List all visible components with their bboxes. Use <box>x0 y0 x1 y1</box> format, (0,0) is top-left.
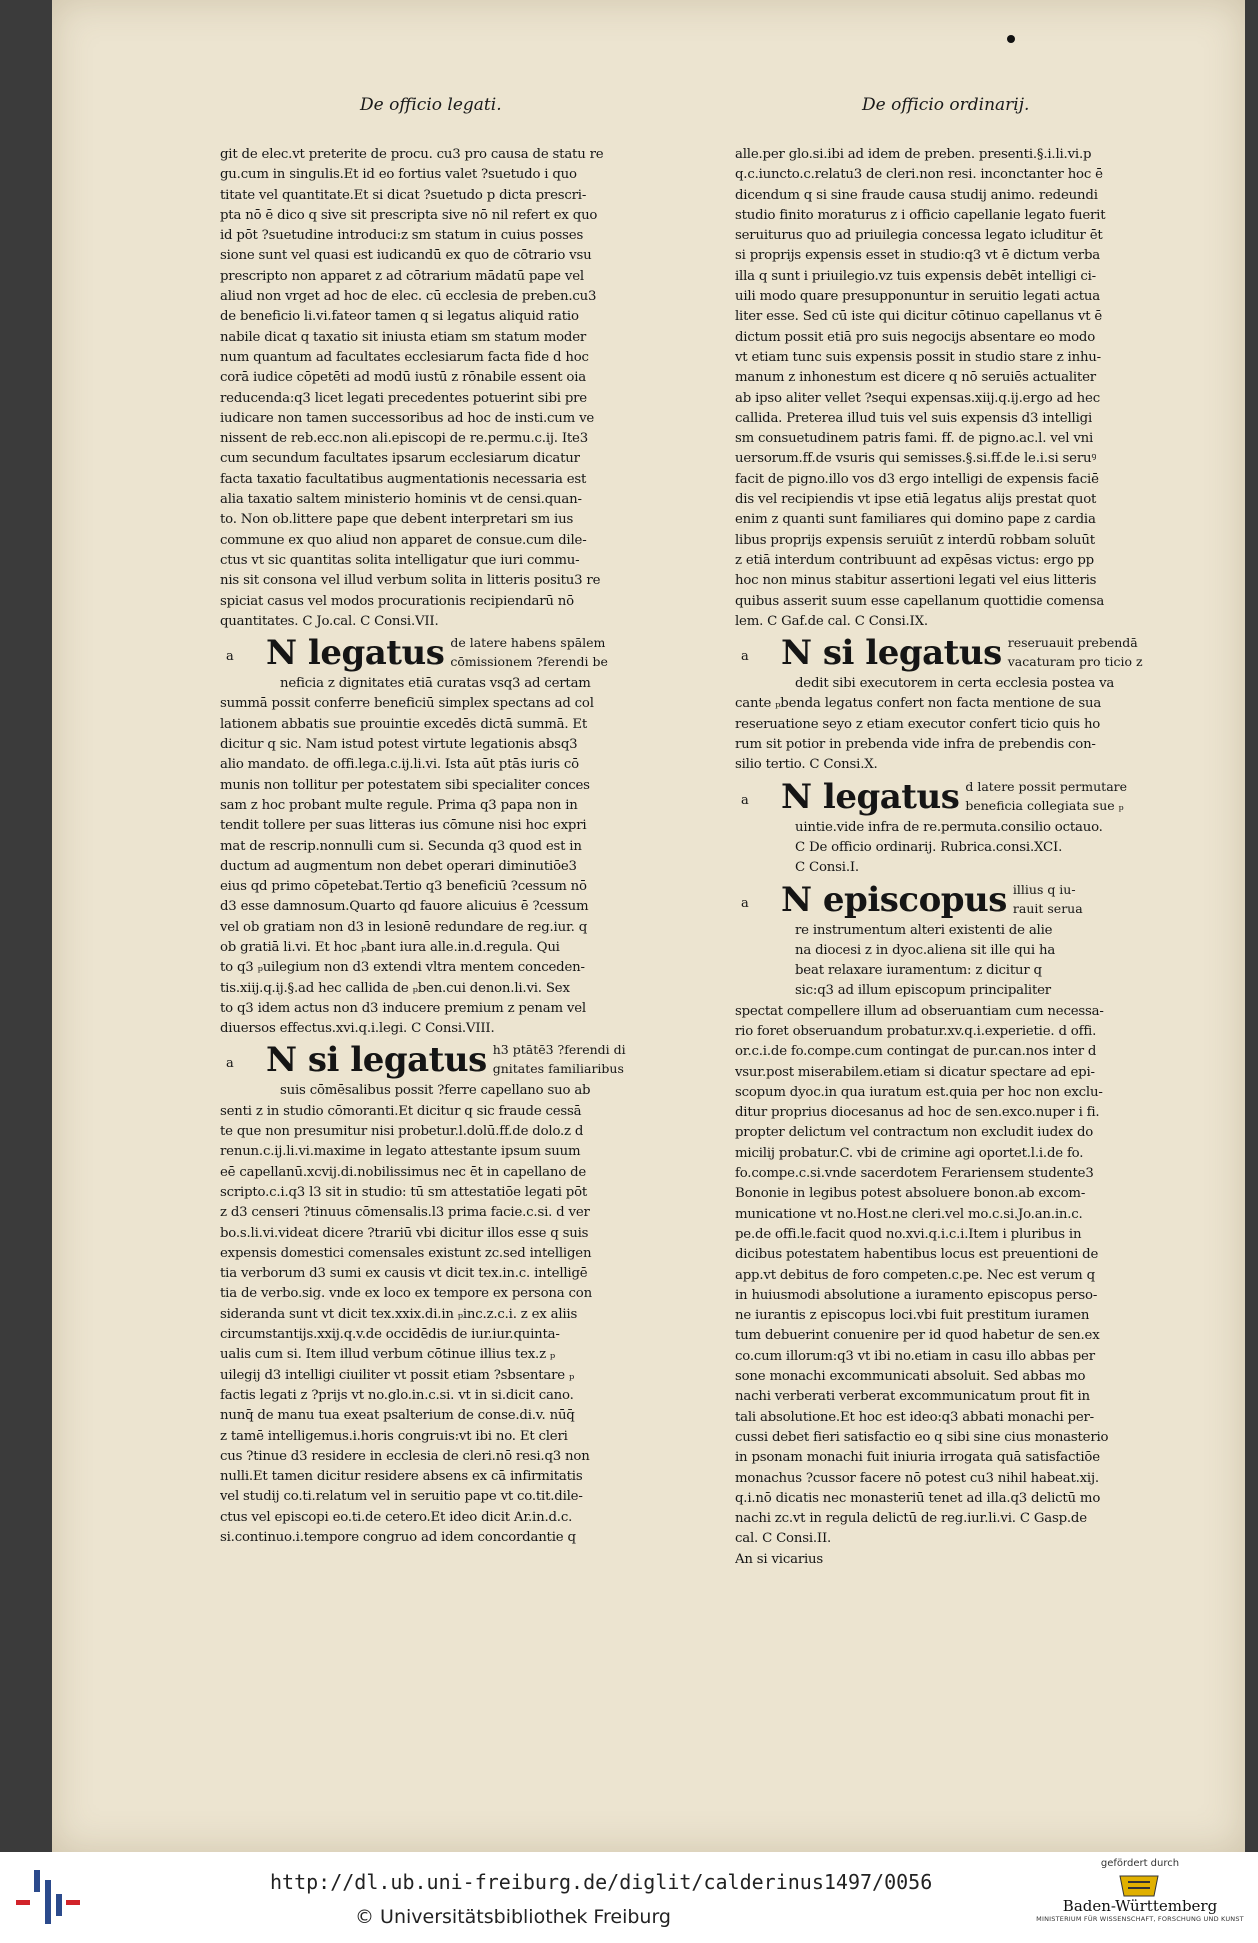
text-line: alle.per glo.si.ibi ad idem de preben. presenti.§.i.li.vi.p <box>735 147 1092 162</box>
text-line: si proprijs expensis esset in studio:q3 vt ē dictum verba <box>735 248 1100 264</box>
heading-side-text <box>493 1040 626 1078</box>
heading-side-line: gnitates familiaribus <box>492 1061 624 1077</box>
text-line: C Consi.I. <box>795 860 859 876</box>
heading-side-line: vacaturam pro ticio z <box>1007 654 1143 670</box>
text-line: de beneficio li.vi.fateor tamen q si legatus aliquid ratio <box>220 309 579 325</box>
text-line: facit de pigno.illo vos d3 ergo intelligi de expensis faciē <box>735 471 1099 487</box>
text-line: dicibus potestatem habentibus locus est preuentioni de <box>735 1247 1099 1263</box>
text-line: gu.cum in singulis.Et id eo fortius valet ?suetudo i quo <box>220 167 577 183</box>
text-line: nulli.Et tamen dicitur residere absens ex cā infirmitatis <box>220 1469 583 1485</box>
text-line: vsur.post miserabilem.etiam si dicatur spectare ad epi- <box>735 1064 1095 1080</box>
text-line: senti z in studio cōmoranti.Et dicitur q sic fraude cessā <box>220 1103 582 1119</box>
text-line: nissent de reb.ecc.non ali.episcopi de re.permu.c.ij. Ite3 <box>220 431 588 447</box>
text-line: dicitur q sic. Nam istud potest virtute legationis absq3 <box>220 737 578 753</box>
text-line: expensis domestici comensales existunt zc.sed intelligen <box>220 1245 592 1261</box>
margin-letter: a <box>741 895 749 911</box>
heading-side-line: rauit serua <box>1012 900 1083 916</box>
text-line: sione sunt vel quasi est iudicandū ex quo de cōtrario vsu <box>220 248 592 264</box>
heading-initial-words: N legatus <box>781 776 960 817</box>
text-line: or.c.i.de fo.compe.cum contingat de pur.can.nos inter d <box>735 1044 1097 1060</box>
text-line: d3 esse damnosum.Quarto qd fauore alicuius ē ?cessum <box>220 899 589 915</box>
text-line: tum debuerint conuenire per id quod habetur de sen.ex <box>735 1328 1100 1344</box>
text-line: callida. Preterea illud tuis vel suis expensis d3 intelligi <box>735 410 1093 426</box>
text-line: alio mandato. de offi.lega.c.ij.li.vi. Ista aūt ptās iuris cō <box>220 757 579 773</box>
text-line: liter esse. Sed cū iste qui dicitur cōtinuo capellanus vt ē <box>735 309 1103 325</box>
text-line: iudicare non tamen successoribus ad hoc de insti.cum ve <box>220 410 595 426</box>
text-line: z d3 censeri ?tinuus cōmensalis.l3 prima facie.c.si. d ver <box>220 1205 590 1221</box>
text-line: tali absolutione.Et hoc est ideo:q3 abbati monachi per- <box>735 1409 1094 1425</box>
text-line: app.vt debitus de foro competen.c.pe. Nec est verum q <box>735 1267 1095 1283</box>
consilium-heading <box>735 777 1165 817</box>
text-line: enim z quanti sunt familiares qui domino pape z cardia <box>735 512 1096 528</box>
ub-freiburg-logo-icon <box>14 1866 84 1930</box>
heading-initial-words: N si legatus <box>266 1040 487 1081</box>
state-name: Baden-Württemberg <box>1062 1897 1218 1915</box>
heading-side-text <box>450 633 608 671</box>
text-line: co.cum illorum:q3 vt ibi no.etiam in casu illo abbas per <box>735 1348 1095 1364</box>
text-line: pta nō ē dico q sive sit prescripta sive nō nil refert ex quo <box>220 207 598 223</box>
text-line: scopum dyoc.in qua iuratum est.quia per hoc non exclu- <box>735 1084 1103 1100</box>
heading-side-text <box>1008 633 1143 671</box>
margin-letter: a <box>741 792 749 808</box>
text-line: ne iurantis z episcopus loci.vbi fuit prestitum iuramen <box>735 1308 1090 1324</box>
text-line: titate vel quantitate.Et si dicat ?suetudo p dicta prescri- <box>220 187 587 203</box>
heading-side-text <box>965 777 1127 815</box>
text-line: lem. C Gaf.de cal. C Consi.IX. <box>735 613 928 629</box>
text-line: fo.compe.c.si.vnde sacerdotem Ferariensem studente3 <box>735 1166 1094 1182</box>
margin-letter: a <box>226 649 234 665</box>
text-line: dicendum q si sine fraude causa studij animo. redeundi <box>735 187 1098 203</box>
text-line: nunq̄ de manu tua exeat psalterium de conse.di.v. nūq̄ <box>220 1408 575 1424</box>
text-line: num quantum ad facultates ecclesiarum facta fide d hoc <box>220 349 589 365</box>
text-line: ctus vt sic quantitas solita intelligatur que iuri commu- <box>220 552 580 568</box>
text-line: hoc non minus stabitur assertioni legati vel eius litteris <box>735 573 1097 589</box>
text-line: micilij probatur.C. vbi de crimine agi oportet.l.i.de fo. <box>735 1145 1084 1161</box>
text-line: bo.s.li.vi.videat dicere ?trariū vbi dicitur illos esse q suis <box>220 1225 589 1241</box>
heading-side-line: reseruauit prebendā <box>1007 635 1138 651</box>
text-line: eius qd primo cōpetebat.Tertio q3 beneficiū ?cessum nō <box>220 879 587 895</box>
text-line: rio foret obseruandum probatur.xv.q.i.experietie. d offi. <box>735 1023 1097 1039</box>
text-line: to. Non ob.littere pape que debent interpretari sm ius <box>220 512 574 528</box>
text-line: cal. C Consi.II. <box>735 1531 832 1547</box>
text-line: Bononie in legibus potest absoluere bonon.ab excom- <box>735 1186 1086 1202</box>
text-line: cum secundum facultates ipsarum ecclesiarum dicatur <box>220 451 580 467</box>
text-line: monachus ?cussor facere nō potest cu3 nihil habeat.xij. <box>735 1470 1099 1486</box>
text-line: beat relaxare iuramentum: z dicitur q <box>795 963 1042 979</box>
text-line: renun.c.ij.li.vi.maxime in legato attestante ipsum suum <box>220 1144 581 1160</box>
text-line: libus proprijs expensis seruiūt z interdū robbam soluūt <box>735 532 1095 548</box>
funding-badge <box>1030 1858 1250 1940</box>
text-line: reducenda:q3 licet legati precedentes potuerint sibi pre <box>220 390 587 406</box>
text-line: nachi zc.vt in regula delictū de reg.iur.li.vi. C Gasp.de <box>735 1511 1087 1527</box>
text-line: uintie.vide infra de re.permuta.consilio octauo. <box>795 819 1103 835</box>
text-line: sone monachi excommunicati absoluit. Sed abbas mo <box>735 1369 1086 1385</box>
right-running-header: De officio ordinarij. <box>862 95 1030 115</box>
text-line: An si vicarius <box>735 1551 824 1567</box>
text-line: na diocesi z in dyoc.aliena sit ille qui ha <box>795 942 1056 958</box>
text-line: munis non tollitur per potestatem sibi specialiter conces <box>220 777 590 793</box>
heading-side-line: d latere possit permutare <box>965 778 1128 794</box>
text-line: uersorum.ff.de vsuris qui semisses.§.si.ff.de le.i.si seruꝰ <box>735 451 1097 467</box>
heading-side-text <box>1013 880 1083 918</box>
text-line: corā iudice cōpetēti ad modū iustū z rōnabile essent oia <box>220 370 587 386</box>
text-line: prescripto non apparet z ad cōtrarium mādatū pape vel <box>220 268 584 284</box>
bw-crest-icon <box>1116 1872 1162 1900</box>
text-line: spectat compellere illum ad obseruantiam cum necessa- <box>735 1003 1104 1019</box>
text-line: ctus vel episcopi eo.ti.de cetero.Et ideo dicit Ar.in.d.c. <box>220 1509 573 1525</box>
margin-letter: a <box>741 649 749 665</box>
text-line: sm consuetudinem patris fami. ff. de pigno.ac.l. vel vni <box>735 431 1094 447</box>
text-line: lationem abbatis sue prouintie excedēs dictā summā. Et <box>220 716 588 732</box>
text-line: tia de verbo.sig. vnde ex loco ex tempore ex persona con <box>220 1286 592 1302</box>
text-line: facta taxatio facultatibus augmentationis necessaria est <box>220 471 587 487</box>
text-line: z tamē intelligemus.i.horis congruis:vt ibi no. Et cleri <box>220 1428 568 1444</box>
text-line: re instrumentum alteri existenti de alie <box>795 922 1053 938</box>
text-line: in huiusmodi absolutione a iuramento episcopus perso- <box>735 1287 1098 1303</box>
text-line: dis vel recipiendis vt ipse etiā legatus alijs prestat quot <box>735 492 1097 508</box>
heading-side-line: cōmissionem ?ferendi be <box>450 654 608 670</box>
text-line: rum sit potior in prebenda vide infra de prebendis con- <box>735 737 1096 753</box>
text-line: diuersos effectus.xvi.q.i.legi. C Consi.VIII. <box>220 1021 495 1037</box>
text-line: dictum possit etiā pro suis negocijs absentare eo modo <box>735 329 1096 345</box>
text-line: seruiturus quo ad priuilegia concessa legato icluditur ēt <box>735 228 1103 244</box>
text-line: cante ₚbenda legatus confert non facta mentione de sua <box>735 696 1102 712</box>
text-line: quantitates. C Jo.cal. C Consi.VII. <box>220 613 439 629</box>
consilium-heading <box>220 1040 650 1080</box>
footer-bar <box>0 1852 1258 1943</box>
text-line: uilegij d3 intelligi ciuiliter vt possit etiam ?sbsentare ₚ <box>220 1367 575 1383</box>
text-line: z etiā interdum contribuunt ad expēsas victus: ergo pp <box>735 552 1094 568</box>
text-line: ualis cum si. Item illud verbum cōtinue illius tex.z ₚ <box>220 1347 556 1363</box>
text-line: sic:q3 ad illum episcopum principaliter <box>795 983 1051 999</box>
text-line: tis.xiij.q.ij.§.ad hec callida de ₚben.cui denon.li.vi. Sex <box>220 980 570 996</box>
text-line: to q3 ₚuilegium non d3 extendi vltra mentem conceden- <box>220 960 585 976</box>
text-line: propter delictum vel contractum non excludit iudex do <box>735 1125 1094 1141</box>
text-line: illa q sunt i priuilegio.vz tuis expensis debēt intelligi ci- <box>735 268 1096 284</box>
heading-side-line: de latere habens spālem <box>450 635 606 651</box>
text-line: si.continuo.i.tempore congruo ad idem concordantie q <box>220 1530 576 1545</box>
text-line: suis cōmēsalibus possit ?ferre capellano suo ab <box>280 1083 591 1099</box>
text-line: ab ipso aliter vellet ?sequi expensas.xiij.q.ij.ergo ad hec <box>735 390 1100 406</box>
text-line: eē capellanū.xcvij.di.nobilissimus nec ēt in capellano de <box>220 1164 587 1180</box>
left-running-header: De officio legati. <box>360 95 502 115</box>
text-line: nabile dicat q taxatio sit iniusta etiam sm statum moder <box>220 329 587 345</box>
text-line: vt etiam tunc suis expensis possit in studio stare z inhu- <box>735 349 1101 365</box>
text-line: ductum ad augmentum non debet operari diminutiōe3 <box>220 858 577 874</box>
text-line: nis sit consona vel illud verbum solita in litteris positu3 re <box>220 573 601 589</box>
text-line: sideranda sunt vt dicit tex.xxix.di.in ₚinc.z.c.i. z ex aliis <box>220 1306 578 1322</box>
text-line: te que non presumitur nisi probetur.l.dolū.ff.de dolo.z d <box>220 1124 584 1140</box>
text-line: ob gratiā li.vi. Et hoc ₚbant iura alle.in.d.regula. Qui <box>220 939 560 955</box>
text-line: dedit sibi executorem in certa ecclesia postea va <box>795 676 1115 692</box>
permalink-url[interactable]: http://dl.ub.uni-freiburg.de/diglit/calderinus1497/0056 <box>270 1870 933 1894</box>
text-line: municatione vt no.Host.ne cleri.vel mo.c.si.Jo.an.in.c. <box>735 1206 1083 1222</box>
text-line: neficia z dignitates etiā curatas vsq3 ad certam <box>280 676 591 692</box>
text-line: uili modo quare presupponuntur in seruitio legati actua <box>735 289 1101 305</box>
text-line: q.c.iuncto.c.relatu3 de cleri.non resi. inconctanter hoc ē <box>735 167 1103 183</box>
text-line: in psonam monachi fuit iniuria irrogata quā satisfactiōe <box>735 1450 1100 1466</box>
consilium-heading <box>735 633 1165 673</box>
text-line: aliud non vrget ad hoc de elec. cū ecclesia de preben.cu3 <box>220 289 597 305</box>
text-line: nachi verberati verberat excommunicatum prout fit in <box>735 1389 1090 1405</box>
text-line: manum z inhonestum est dicere q nō seruiēs actualiter <box>735 370 1096 386</box>
heading-initial-words: N si legatus <box>781 633 1002 674</box>
text-line: factis legati z ?prijs vt no.glo.in.c.si. vt in si.dicit cano. <box>220 1387 574 1403</box>
heading-side-line: illius q iu- <box>1012 881 1076 897</box>
heading-initial-words: N episcopus <box>781 879 1007 920</box>
text-line: studio finito moraturus z i officio capellanie legato fuerit <box>735 207 1106 223</box>
left-text-column <box>220 145 650 1548</box>
text-line: id pōt ?suetudine introduci:z sm statum in cuius posses <box>220 228 584 244</box>
text-line: vel ob gratiam non d3 in lesionē redundare de reg.iur. q <box>220 919 588 935</box>
text-line: mat de rescrip.nonnulli cum si. Secunda q3 quod est in <box>220 838 582 854</box>
ink-dot <box>1007 35 1015 43</box>
text-line: pe.de offi.le.facit quod no.xvi.q.i.c.i.Item i pluribus in <box>735 1226 1082 1242</box>
consilium-heading <box>735 880 1165 920</box>
text-line: cus ?tinue d3 residere in ecclesia de cleri.nō resi.q3 non <box>220 1448 590 1464</box>
consilium-heading <box>220 633 650 673</box>
text-line: sam z hoc probant multe regule. Prima q3 papa non in <box>220 797 578 813</box>
text-line: vel studij co.ti.relatum vel in seruitio pape vt co.tit.dile- <box>220 1489 583 1505</box>
text-line: alia taxatio saltem ministerio hominis vt de censi.quan- <box>220 492 582 508</box>
heading-initial-words: N legatus <box>266 633 445 674</box>
text-line: quibus asserit suum esse capellanum quottidie comensa <box>735 593 1105 609</box>
heading-side-line: h3 ptātē3 ?ferendi di <box>492 1042 626 1058</box>
margin-letter: a <box>226 1056 234 1072</box>
text-line: git de elec.vt preterite de procu. cu3 pro causa de statu re <box>220 147 604 162</box>
right-text-column <box>735 145 1165 1570</box>
heading-side-line: beneficia collegiata sue ₚ <box>965 797 1124 813</box>
funded-by-label: gefördert durch <box>1100 1858 1180 1869</box>
text-line: spiciat casus vel modos procurationis recipiendarū nō <box>220 593 574 609</box>
text-line: C De officio ordinarij. Rubrica.consi.XCI. <box>795 839 1063 855</box>
text-line: summā possit conferre beneficiū simplex spectans ad col <box>220 696 594 712</box>
text-line: commune ex quo aliud non apparet de consue.cum dile- <box>220 532 587 548</box>
text-line: tia verborum d3 sumi ex causis vt dicit tex.in.c. intelligē <box>220 1266 588 1282</box>
text-line: tendit tollere per suas litteras ius cōmune nisi hoc expri <box>220 818 587 834</box>
text-line: scripto.c.i.q3 l3 sit in studio: tū sm attestatiōe legati pōt <box>220 1184 588 1200</box>
ministry-name: MINISTERIUM FÜR WISSENSCHAFT, FORSCHUNG UND KUNST <box>1036 1915 1244 1923</box>
text-line: silio tertio. C Consi.X. <box>735 757 878 773</box>
text-line: circumstantijs.xxij.q.v.de occidēdis de iur.iur.quinta- <box>220 1327 560 1343</box>
text-line: ditur proprius diocesanus ad hoc de sen.exco.nuper i fi. <box>735 1105 1100 1121</box>
text-line: to q3 idem actus non d3 inducere premium z penam vel <box>220 1000 586 1016</box>
text-line: q.i.nō dicatis nec monasteriū tenet ad illa.q3 delictū mo <box>735 1490 1101 1506</box>
text-line: reseruatione seyo z etiam executor confert ticio quis ho <box>735 716 1101 732</box>
text-line: cussi debet fieri satisfactio eo q sibi sine cius monasterio <box>735 1429 1109 1445</box>
copyright-text: © Universitätsbibliothek Freiburg <box>355 1906 671 1928</box>
